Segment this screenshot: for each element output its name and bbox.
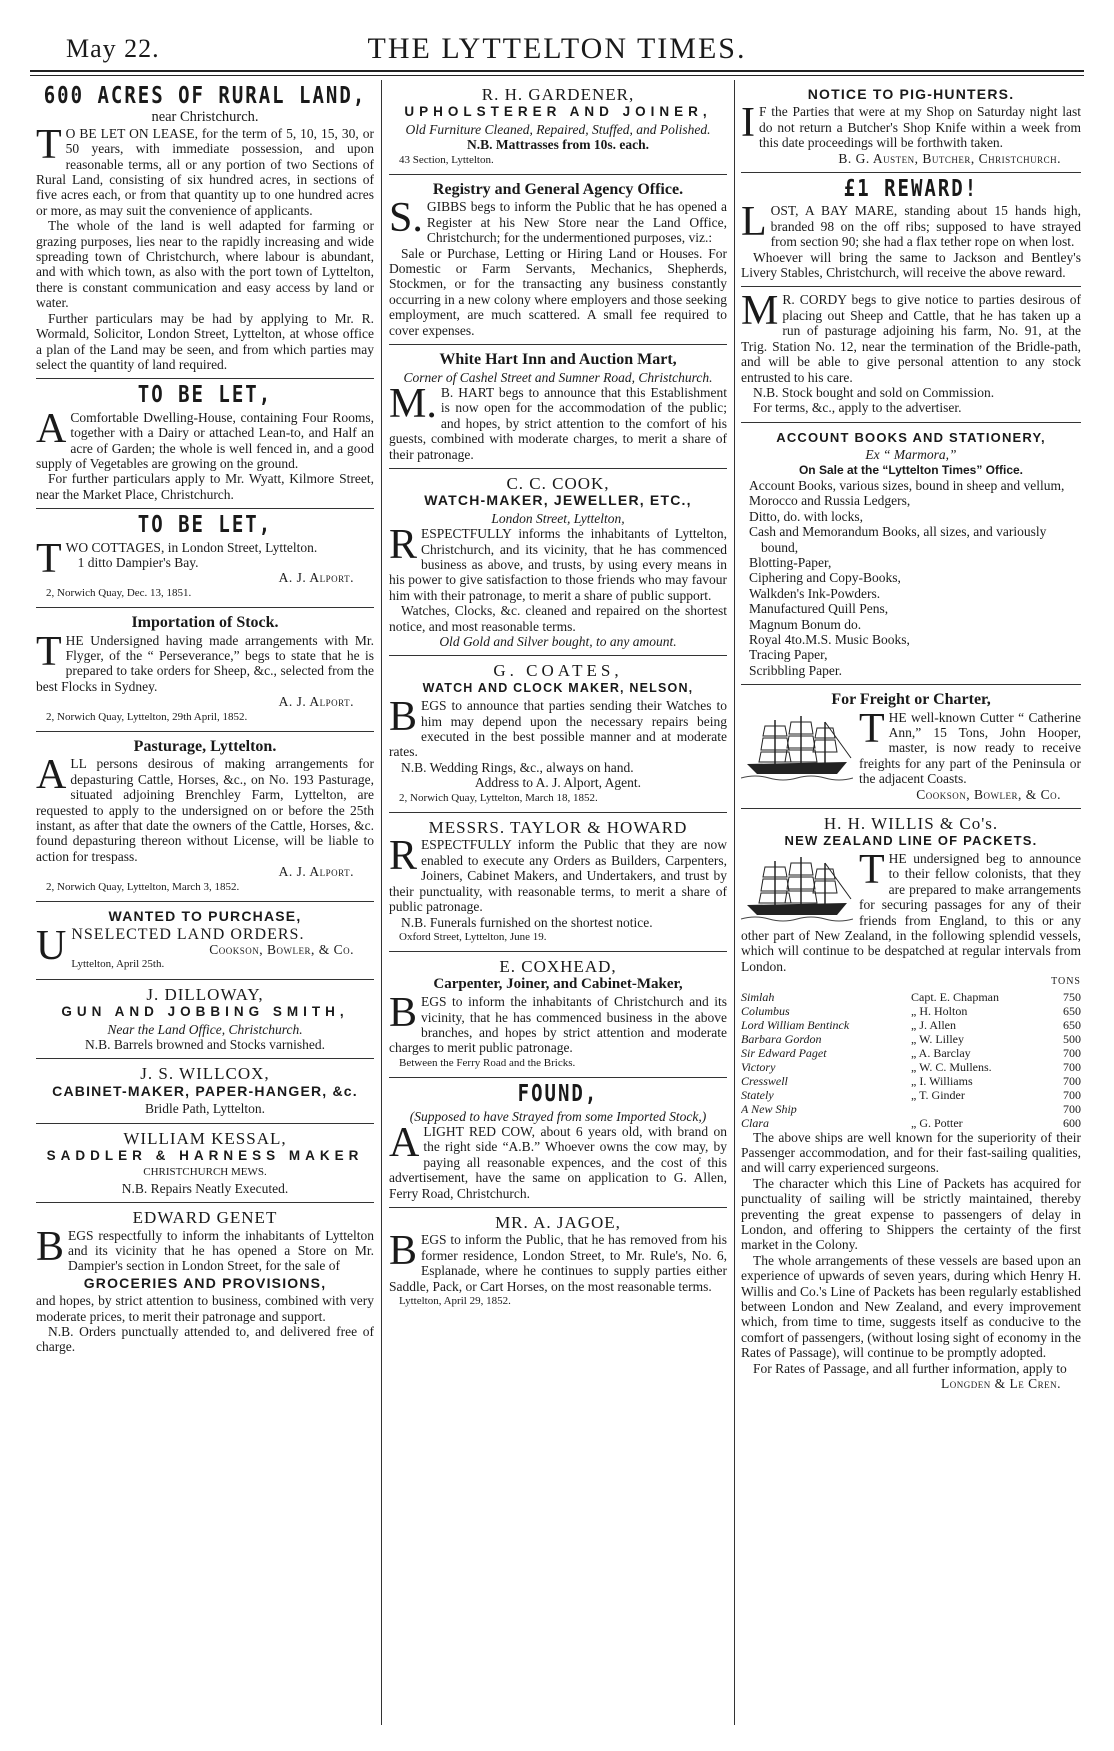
ad-dateline: Oxford Street, Lyttelton, June 19.: [399, 930, 547, 943]
ship-master: „ W. Lilley: [911, 1031, 964, 1046]
list-item: Cash and Memorandum Books, all sizes, and variously bound,: [749, 524, 1047, 555]
ad-heading: J. DILLOWAY,: [146, 984, 264, 1004]
ad-body: THE well-known Cutter “ Catherine Ann,” 15 Tons, John Hooper, master, is now ready to receive freights for any part of the Peninsula or the adjacent Coasts.: [859, 705, 1081, 787]
ad-body: UNSELECTED LAND ORDERS.: [36, 922, 305, 969]
list-item: Manufactured Quill Pens,: [749, 601, 889, 617]
ad-cook: [389, 469, 727, 656]
ad-body: Further particulars may be had by applying to Mr. R. Wormald, Solicitor, London Street, Lyttelton, at whose office a plan of the Land may be seen, and from which parties may select the quantity of land required.: [36, 310, 374, 372]
column-2: [389, 80, 727, 1725]
ad-subheading: GUN AND JOBBING SMITH,: [61, 1004, 349, 1020]
ship-name: Simlah: [741, 989, 775, 1004]
ship-name: A New Ship: [741, 1101, 797, 1116]
ship-name: Cresswell: [741, 1073, 788, 1088]
issue-date: May 22.: [66, 34, 160, 63]
ship-tons: 700: [1063, 1045, 1081, 1060]
list-item: Ditto, do. with locks,: [749, 508, 863, 524]
ship-tons: 650: [1063, 1017, 1081, 1032]
ad-gardener: [389, 80, 727, 175]
ad-body: For Rates of Passage, and all further information, apply to: [753, 1360, 1067, 1376]
ad-body: AComfortable Dwelling-House, containing Four Rooms, together with a Dairy or attached Lean-to, and Half an acre of Garden; the whole is well fenced in, and a good supply of Vegetables are growing on the ground.: [36, 405, 374, 471]
ad-body: and hopes, by strict attention to business, combined with very moderate prices, to merit their patronage and support.: [36, 1293, 374, 1324]
ship-tons: 650: [1063, 1003, 1081, 1018]
ad-signature: B. G. Austen, Butcher, Christchurch.: [838, 150, 1061, 166]
ad-rural-land: [36, 80, 374, 379]
ad-heading: H. H. WILLIS & Co's.: [823, 814, 999, 834]
ship-master: Capt. E. Chapman: [911, 989, 999, 1004]
ad-body: S.GIBBS begs to inform the Public that he has opened a Register at his New Store near the Land Office, Christchurch; for the undermentioned purposes, viz.:: [389, 195, 727, 246]
ad-heading: For Freight or Charter,: [831, 691, 991, 709]
ad-heading: TO BE LET,: [137, 511, 273, 539]
ad-subheading: NEW ZEALAND LINE OF PACKETS.: [784, 833, 1038, 849]
ship-master: „ G. Potter: [911, 1115, 963, 1130]
ad-body: N.B. Wedding Rings, &c., always on hand.: [401, 759, 634, 775]
column-3: [741, 80, 1081, 1725]
ad-kessal: [36, 1124, 374, 1204]
ad-body: RESPECTFULLY inform the Public that they are now enabled to execute any Orders as Builders, Carpenters, Joiners, Cabinet Makers, and Undertakers, and trust by their punctuality, with reasonable terms, to merit a share of public patronage.: [389, 833, 727, 915]
ad-jagoe: [389, 1208, 727, 1315]
ad-heading: C. C. COOK,: [506, 473, 610, 493]
ad-white-hart: [389, 345, 727, 469]
ad-body: N.B. Orders punctually attended to, and delivered free of charge.: [36, 1324, 374, 1355]
ad-to-let-house: [36, 379, 374, 509]
ship-master: „ H. Holton: [911, 1003, 968, 1018]
ship-name: Columbus: [741, 1003, 790, 1018]
fleet-row: [741, 990, 1081, 1004]
list-item: Walkden's Ink-Powders.: [749, 585, 881, 601]
ad-heading: £1 REWARD!: [843, 175, 979, 203]
ad-to-let-cottages: [36, 509, 374, 608]
ad-subheading: (Supposed to have Strayed from some Imported Stock,): [409, 1108, 707, 1124]
ad-body: BEGS to announce that parties sending their Watches to him may depend upon the necessary repairs being executed in the best possible manner and at moderate rates.: [389, 694, 727, 760]
ship-name: Barbara Gordon: [741, 1031, 822, 1046]
ad-registry: [389, 175, 727, 345]
ad-account-books: [741, 423, 1081, 686]
ad-body: TWO COTTAGES, in London Street, Lyttelton.: [36, 535, 318, 582]
list-item: Royal 4to.M.S. Music Books,: [749, 632, 910, 647]
ad-dateline: 2, Norwich Quay, Lyttelton, 29th April, 1852.: [46, 710, 248, 723]
ship-illustration: [741, 853, 853, 925]
list-item: Tracing Paper,: [749, 647, 828, 663]
ship-tons: 700: [1063, 1059, 1081, 1074]
fleet-row: [741, 1004, 1081, 1018]
ad-signature: A. J. Alport.: [278, 864, 354, 880]
ad-heading: Registry and General Agency Office.: [432, 181, 684, 199]
ad-body: The above ships are well known for the superiority of their Passenger accommodation, and for their fast-sailing qualities, and will carry experienced surgeons.: [741, 1129, 1081, 1176]
ad-body: MR. CORDY begs to give notice to parties desirous of placing out Sheep and Cattle, that he has taken up a run of pasturage adjoining his farm, No. 91, at the Trig. Station No. 12, near the termination of the Bridle-path, and will be able to give personal attention to any stock entrusted to his care.: [741, 288, 1081, 385]
ad-body: Sale or Purchase, Letting or Hiring Land or Houses. For Domestic or Farm Servants, Mechanics, Shepherds, Stockmen, or for the transacting any business constantly occurring in a new colony where employers and those seeking employment, are much scattered. A small fee required to cover expenses.: [389, 245, 727, 338]
ad-body: For terms, &c., apply to the advertiser.: [753, 400, 962, 416]
ad-heading: 600 ACRES OF RURAL LAND,: [43, 82, 367, 110]
ad-body: BEGS to inform the Public, that he has removed from his former residence, London Street, to Mr. Rule's, No. 6, Esplanade, where he continues to supply parties either Saddle, Pack, or Cart Horses, on the most reasonable terms.: [389, 1228, 727, 1294]
ship-master: „ T. Ginder: [911, 1087, 965, 1102]
ad-goods: GROCERIES AND PROVISIONS,: [83, 1274, 327, 1291]
ad-note: N.B. Barrels browned and Stocks varnished.: [85, 1036, 325, 1052]
ad-subheading: SADDLER & HARNESS MAKER: [46, 1147, 364, 1163]
ad-body: LOST, A BAY MARE, standing about 15 hands high, branded 98 on the off ribs; supposed to have strayed from section 90; she had a flax tether rope on when lost.: [741, 199, 1081, 250]
ad-subheading: CABINET-MAKER, PAPER-HANGER, &c.: [52, 1082, 358, 1099]
ad-address: Address to A. J. Alport, Agent.: [474, 775, 642, 791]
ad-body: The character which this Line of Packets has acquired for punctuality of sailing will be strictly maintained, thereby preventing the great expense to passengers of delay in London, and offering to Shippers the certainty of the first market in the Colony.: [741, 1175, 1081, 1253]
ship-master: „ A. Barclay: [911, 1045, 971, 1060]
ad-cordy: [741, 287, 1081, 422]
ad-freight: [741, 685, 1081, 809]
ad-dateline: Lyttelton, April 29, 1852.: [399, 1295, 511, 1308]
stationery-list: [741, 478, 1081, 678]
ad-dateline: Lyttelton, April 25th.: [71, 958, 165, 971]
ad-dateline: 43 Section, Lyttelton.: [399, 153, 494, 166]
list-item: Morocco and Russia Ledgers,: [749, 493, 911, 509]
fleet-row: [741, 1032, 1081, 1046]
ad-body: Watches, Clocks, &c. cleaned and repaired on the shortest notice, and most reasonable terms.: [389, 603, 727, 634]
ad-genet: [36, 1203, 374, 1361]
ad-body: 1 ditto Dampier's Bay.: [77, 554, 199, 570]
ad-heading: FOUND,: [517, 1080, 599, 1108]
ship-master: „ W. C. Mullens.: [911, 1059, 992, 1074]
ad-body: THE undersigned beg to announce to their fellow colonists, that they are prepared to make arrangements for securing passages for any of their friends from England, to this or any other part of New Zealand, in the following splendid vessels, which will continue to be despatched at regular intervals from London.: [741, 846, 1081, 974]
ship-tons: 700: [1063, 1087, 1081, 1102]
ad-heading: WANTED TO PURCHASE,: [108, 908, 302, 925]
tons-header: TONS: [1051, 976, 1081, 988]
ad-body: THE Undersigned having made arrangements with Mr. Flyger, of the “ Perseverance,” begs to state that he is prepared to take orders for Sheep, &c., selected from the best Flocks in Sydney.: [36, 628, 374, 694]
ad-dilloway: [36, 980, 374, 1060]
ad-pasturage: [36, 732, 374, 902]
ad-signature: Cookson, Bowler, & Co.: [916, 786, 1061, 802]
ad-body: N.B. Funerals furnished on the shortest notice.: [401, 914, 653, 930]
ship-tons: 500: [1063, 1031, 1081, 1046]
ad-heading: WILLIAM KESSAL,: [123, 1128, 287, 1148]
masthead-rule-thin: [30, 75, 1084, 76]
ship-name: Clara: [741, 1115, 770, 1130]
fleet-row: [741, 1046, 1081, 1060]
ad-importation-stock: [36, 608, 374, 732]
ship-name: Lord William Bentinck: [741, 1017, 850, 1032]
ad-address: CHRISTCHURCH MEWS.: [143, 1166, 267, 1179]
ad-heading: Importation of Stock.: [131, 614, 279, 632]
fleet-row: [741, 1116, 1081, 1130]
list-item: Scribbling Paper.: [749, 662, 842, 678]
ad-reward: [741, 173, 1081, 287]
ad-address: Near the Land Office, Christchurch.: [107, 1021, 303, 1037]
column-1: [36, 80, 374, 1725]
list-item: Account Books, various sizes, bound in sheep and vellum,: [749, 477, 1065, 493]
ad-willis-packets: [741, 809, 1081, 1397]
ad-body: ALL persons desirous of making arrangements for depasturing Cattle, Horses, &c., on No. 193 Pasturage, situated adjoining Brenchley Farm, Lyttelton, are requested to apply to the undersigned on or before the 25th instant, as after that date the owners of the Cattle, Horses, &c. found depasturing thereon without License, will be liable to action for trespass.: [36, 752, 374, 864]
ad-body: N.B. Stock bought and sold on Commission.: [753, 384, 995, 400]
ad-taylor-howard: [389, 813, 727, 952]
ad-subheading: Ex “ Marmora,”: [865, 447, 957, 463]
fleet-row: [741, 1088, 1081, 1102]
ad-body: BEGS respectfully to inform the inhabitants of Lyttelton and its vicinity that he has opened a Store on Mr. Dampier's section in London Street, for the sale of: [36, 1223, 374, 1274]
ad-signature: Longden & Le Cren.: [941, 1376, 1061, 1392]
ad-pig-hunters: [741, 80, 1081, 173]
ad-wanted: [36, 902, 374, 980]
ad-body: ALIGHT RED COW, about 6 years old, with brand on the right side “A.B.” Whoever owns the cow may, by paying all reasonable expences, and the cost of this advertisement, have the same on application to G. Allen, Ferry Road, Christchurch.: [389, 1119, 727, 1201]
ad-subheading: WATCH-MAKER, JEWELLER, ETC.,: [424, 492, 692, 509]
masthead-rule: [30, 70, 1084, 72]
ship-name: Victory: [741, 1059, 776, 1074]
fleet-row: [741, 1018, 1081, 1032]
ad-body: The whole of the land is well adapted for farming or grazing purposes, lies near to the rapidly increasing and wide spreading town of Christchurch, where labour is abundant, and with which town, as also with the port town of Lyttelton, there is constant communication and easy access by land or water.: [36, 218, 374, 311]
ad-coxhead: [389, 952, 727, 1078]
ad-heading: R. H. GARDENER,: [481, 85, 635, 104]
ad-heading: NOTICE TO PIG-HUNTERS.: [807, 86, 1015, 102]
list-item: Blotting-Paper,: [749, 554, 832, 570]
ad-found: [389, 1078, 727, 1208]
ship-tons: 700: [1063, 1073, 1081, 1088]
ad-signature: A. J. Alport.: [278, 570, 354, 586]
ad-subheading: near Christchurch.: [151, 109, 259, 126]
ad-body: BEGS to inform the inhabitants of Christchurch and its vicinity, that he has commenced business in the above branches, and hopes by strict attention and moderate charges to merit public patronage.: [389, 990, 727, 1056]
fleet-row: [741, 1074, 1081, 1088]
fleet-row: [741, 1060, 1081, 1074]
ad-coates: [389, 656, 727, 813]
ad-heading: TO BE LET,: [137, 381, 273, 409]
ship-master: „ J. Allen: [911, 1017, 956, 1032]
ad-willcox: [36, 1059, 374, 1123]
ship-tons: 700: [1063, 1101, 1081, 1116]
ship-tons: 600: [1063, 1115, 1081, 1130]
ship-tons: 750: [1063, 989, 1081, 1004]
ad-heading: MR. A. JAGOE,: [495, 1213, 621, 1232]
ship-master: [911, 1102, 1049, 1116]
masthead: [30, 26, 1084, 66]
ship-name: Stately: [741, 1087, 774, 1102]
ad-note: Old Gold and Silver bought, to any amount.: [439, 634, 677, 649]
ad-body: RESPECTFULLY informs the inhabitants of Lyttelton, Christchurch, and its vicinity, that he has commenced business as above, and trusts, by using every means in his power to give satisfaction to those friends who may favour him with their patronage, to merit a share of public support.: [389, 522, 727, 603]
ad-subheading: WATCH AND CLOCK MAKER, NELSON,: [422, 680, 694, 695]
ad-body: For further particulars apply to Mr. Wyatt, Kilmore Street, near the Market Place, Christchurch.: [36, 471, 374, 502]
ad-body: TO BE LET ON LEASE, for the term of 5, 10, 15, 30, or 50 years, with immediate possession, and upon reasonable terms, all or any portion of two Sections of Rural Land, consisting of six hundred acres, in sections of five acres each, or from that quantity up to one hundred acres or more, as may suit the convenience of applicants.: [36, 121, 374, 218]
column-divider: [734, 80, 735, 1725]
ad-dateline: 2, Norwich Quay, Lyttelton, March 18, 1852.: [399, 791, 598, 804]
list-item: Ciphering and Copy-Books,: [749, 570, 901, 586]
ad-note: N.B. Mattrasses from 10s. each.: [467, 137, 649, 153]
ad-heading: G. COATES,: [493, 661, 623, 681]
ad-heading: J. S. WILLCOX,: [140, 1064, 270, 1084]
ship-master: „ I. Williams: [911, 1073, 973, 1088]
ad-subheading: Carpenter, Joiner, and Cabinet-Maker,: [433, 975, 683, 992]
ad-address: London Street, Lyttelton,: [491, 510, 625, 526]
ad-address: Corner of Cashel Street and Sumner Road, Christchurch.: [403, 369, 713, 385]
ship-name: Sir Edward Paget: [741, 1045, 827, 1060]
ad-signature: A. J. Alport.: [278, 694, 354, 710]
ad-address: Bridle Path, Lyttelton.: [145, 1101, 265, 1117]
newspaper-title: THE LYTTELTON TIMES.: [367, 32, 747, 65]
ad-dateline: Between the Ferry Road and the Bricks.: [399, 1056, 576, 1069]
ad-heading: E. COXHEAD,: [499, 957, 617, 977]
list-item: Magnum Bonum do.: [749, 616, 862, 632]
ad-body: Whoever will bring the same to Jackson and Bentley's Livery Stables, Christchurch, will receive the above reward.: [741, 249, 1081, 281]
ad-body: The whole arrangements of these vessels are based upon an experience of upwards of seven years, during which Henry H. Willis and Co.'s Line of Packets has been regularly established between London and New Zealand, and every improvement which, from time to time, suggests itself as conducive to the comfort of passengers, (without losing sight of economy in the Rates of Passage), will continue to be promptly adopted.: [741, 1252, 1081, 1361]
ad-body: M.B. HART begs to announce that this Establishment is now open for the accommodation of the public; and hopes, by strict attention to the comfort of his guests, combined with moderate charges, to merit a share of their patronage.: [389, 380, 727, 462]
ad-heading: White Hart Inn and Auction Mart,: [439, 351, 677, 369]
fleet-table: [741, 990, 1081, 1130]
ad-heading: EDWARD GENET: [132, 1208, 278, 1228]
fleet-row: [741, 1102, 1081, 1116]
ad-tagline: Old Furniture Cleaned, Repaired, Stuffed, and Polished.: [405, 121, 711, 137]
ad-dateline: 2, Norwich Quay, Dec. 13, 1851.: [46, 586, 192, 599]
ad-body: IF the Parties that were at my Shop on Saturday night last do not return a Butcher's Shop Knife within a week from this date proceedings will be forthwith taken.: [741, 100, 1081, 151]
ad-signature: Cookson, Bowler, & Co.: [209, 941, 354, 957]
ad-heading: MESSRS. TAYLOR & HOWARD: [428, 818, 688, 838]
ad-note: N.B. Repairs Neatly Executed.: [121, 1180, 289, 1196]
ad-subheading: UPHOLSTERER AND JOINER,: [404, 104, 712, 120]
ad-heading: Pasturage, Lyttelton.: [133, 738, 277, 756]
ship-illustration: [741, 712, 853, 784]
ad-dateline: 2, Norwich Quay, Lyttelton, March 3, 1852.: [46, 880, 240, 893]
ad-heading: ACCOUNT BOOKS AND STATIONERY,: [776, 429, 1046, 445]
ad-subheading: On Sale at the “Lyttelton Times” Office.: [798, 462, 1024, 477]
column-divider: [381, 80, 382, 1725]
